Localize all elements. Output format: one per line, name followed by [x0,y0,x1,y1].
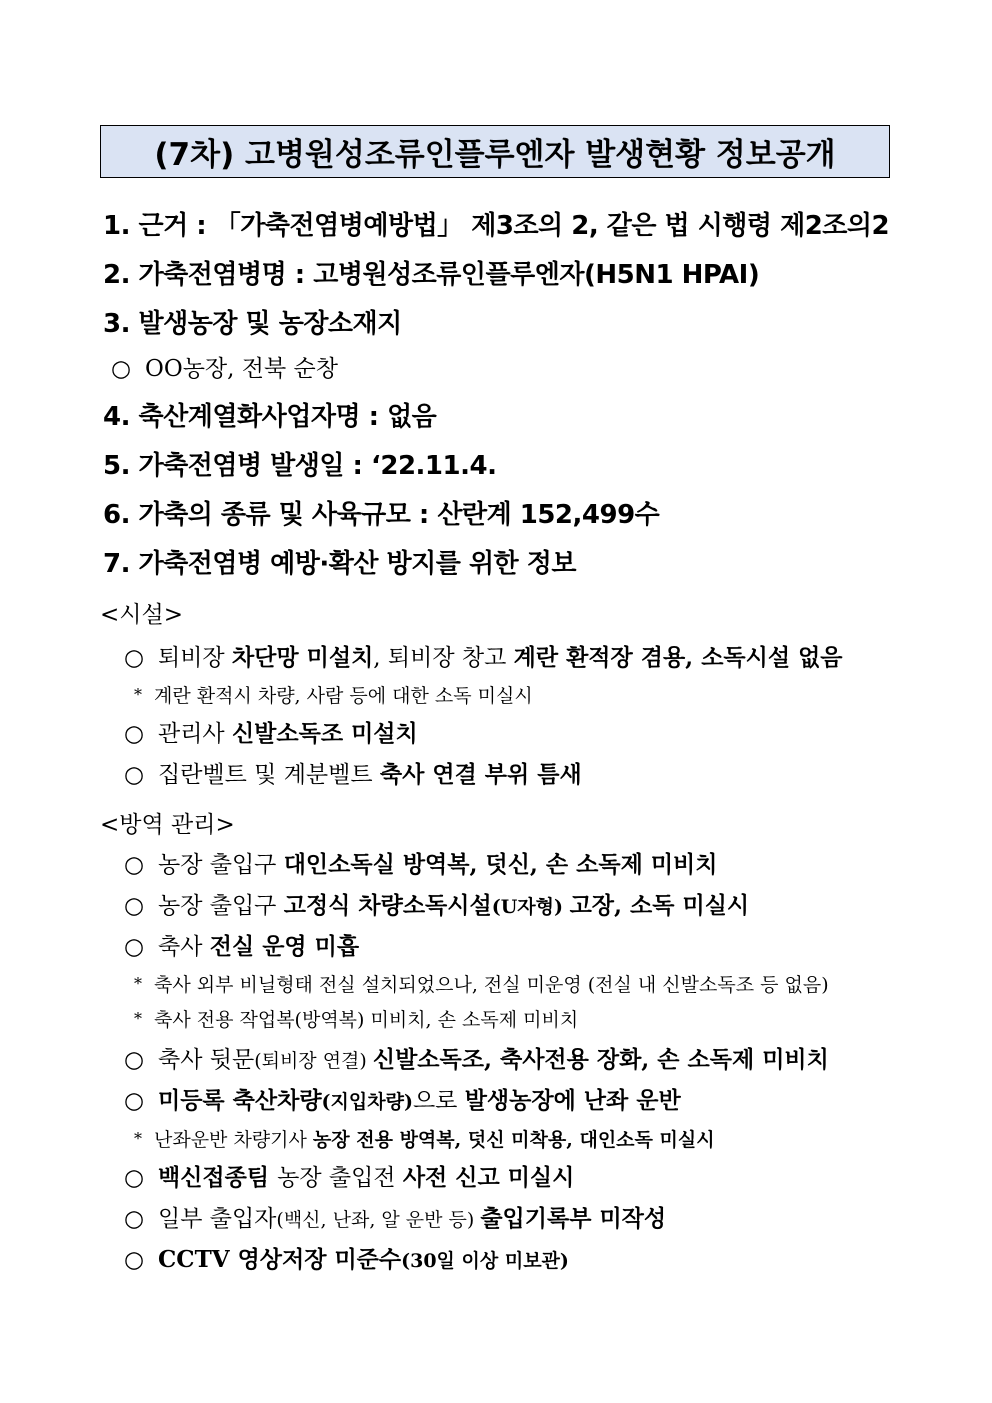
bullet-icon: ○ [124,1247,145,1273]
bullet-icon: ○ [124,852,145,878]
item-6-livestock-scale: 6. 가축의 종류 및 사육규모 : 산란계 152,499수 [103,500,660,530]
facility-item-3-text-a: 집란벨트 및 계분벨트 [158,762,380,788]
quarantine-item-7-text-b: (백신, 난좌, 알 운반 등) [276,1209,481,1231]
facility-item-2 [124,715,418,748]
quarantine-item-3 [124,928,359,961]
quarantine-item-4-text-a: 축사 뒷문 [158,1047,255,1073]
quarantine-section-label: <방역 관리> [100,812,235,838]
bullet-icon: ○ [124,762,145,788]
item-1-basis: 1. 근거 : 「가축전염병예방법」 제3조의 2, 같은 법 시행령 제2조의2 [103,211,890,241]
facility-note-1 [134,681,533,708]
facility-item-1-text-d: 계란 환적장 겸용, 소독시설 없음 [513,644,843,671]
quarantine-item-4-text-b: (퇴비장 연결) [254,1050,373,1072]
bullet-icon: ○ [124,893,145,919]
farm-location-line [111,350,338,383]
quarantine-item-8-text-b: (30일 이상 미보관) [401,1250,569,1272]
quarantine-item-4-text-c: 신발소독조, 축사전용 장화, 손 소독제 미비치 [372,1046,829,1073]
quarantine-item-2-text-b: 고정식 차량소독시설 [283,892,492,919]
item-3-farm-location: 3. 발생농장 및 농장소재지 [103,309,402,339]
quarantine-note-1-text: 축사 외부 비닐형태 전실 설치되었으나, 전실 미운영 (전실 내 신발소독조 등 없음) [154,974,829,996]
bullet-icon: ○ [124,1047,145,1073]
facility-item-3-text-b: 축사 연결 부위 틈새 [379,761,582,788]
quarantine-item-6 [124,1159,574,1192]
facility-item-1-text-b: 차단망 미설치 [231,644,374,671]
facility-note-1-text: 계란 환적시 차량, 사람 등에 대한 소독 미실시 [154,685,533,707]
bullet-icon: ○ [124,645,145,671]
facility-item-2-text-a: 관리사 [158,721,232,747]
quarantine-item-2-text-c: (U자형) [491,896,570,918]
quarantine-item-6-text-c: 사전 신고 미실시 [402,1164,575,1191]
bullet-icon: ○ [111,356,132,382]
quarantine-item-8 [124,1241,569,1274]
asterisk-icon: * [134,1129,142,1148]
quarantine-note-2-text: 축사 전용 작업복(방역복) 미비치, 손 소독제 미비치 [154,1009,579,1031]
item-7-prevention-info: 7. 가축전염병 예방·확산 방지를 위한 정보 [103,549,576,579]
facility-item-1-text-c: , 퇴비장 창고 [373,645,514,671]
facility-section-label: <시설> [100,602,183,628]
quarantine-item-7-text-a: 일부 출입자 [158,1206,277,1232]
bullet-icon: ○ [124,1165,145,1191]
asterisk-icon: * [134,1009,142,1028]
quarantine-note-3-text-b: 농장 전용 방역복, 덧신 미착용, 대인소독 미실시 [312,1129,715,1151]
asterisk-icon: * [134,685,142,704]
quarantine-item-7-text-c: 출입기록부 미작성 [480,1205,667,1232]
quarantine-item-3-text-b: 전실 운영 미흡 [209,933,360,960]
quarantine-item-1 [124,846,717,879]
facility-item-3 [124,756,582,789]
quarantine-item-8-text-a: CCTV 영상저장 미준수 [158,1246,402,1273]
quarantine-note-3 [134,1125,715,1152]
bullet-icon: ○ [124,1088,145,1114]
farm-location-text: OO농장, 전북 순창 [145,356,338,382]
quarantine-item-2-text-d: 고장, 소독 미실시 [569,892,750,919]
quarantine-item-5-text-d: 발생농장에 난좌 운반 [464,1087,681,1114]
quarantine-item-3-text-a: 축사 [158,934,210,960]
facility-item-2-text-b: 신발소독조 미설치 [231,720,418,747]
facility-item-1 [124,639,843,672]
quarantine-item-5-text-b: (지입차량) [321,1091,413,1113]
quarantine-item-1-text-b: 대인소독실 방역복, 덧신, 손 소독제 미비치 [283,851,718,878]
quarantine-item-1-text-a: 농장 출입구 [158,852,284,878]
item-5-outbreak-date: 5. 가축전염병 발생일 : ‘22.11.4. [103,451,497,481]
item-2-disease-name: 2. 가축전염병명 : 고병원성조류인플루엔자(H5N1 HPAI) [103,260,760,290]
asterisk-icon: * [134,974,142,993]
quarantine-item-2 [124,887,749,920]
quarantine-item-2-text-a: 농장 출입구 [158,893,284,919]
quarantine-item-5-text-a: 미등록 축산차량 [158,1087,322,1114]
bullet-icon: ○ [124,721,145,747]
quarantine-item-7 [124,1200,666,1233]
quarantine-item-5 [124,1082,681,1115]
quarantine-note-1 [134,970,829,997]
quarantine-item-5-text-c: 으로 [412,1088,465,1114]
quarantine-note-2 [134,1005,578,1032]
item-4-integrator: 4. 축산계열화사업자명 : 없음 [103,402,437,432]
page-title [100,125,890,178]
bullet-icon: ○ [124,1206,145,1232]
facility-item-1-text-a: 퇴비장 [158,645,232,671]
quarantine-item-6-text-a: 백신접종팀 [158,1164,278,1191]
bullet-icon: ○ [124,934,145,960]
page-title-text: (7차) 고병원성조류인플루엔자 발생현황 정보공개 [154,137,836,173]
quarantine-note-3-text-a: 난좌운반 차량기사 [154,1129,313,1151]
quarantine-item-4 [124,1041,829,1074]
quarantine-item-6-text-b: 농장 출입전 [277,1165,403,1191]
